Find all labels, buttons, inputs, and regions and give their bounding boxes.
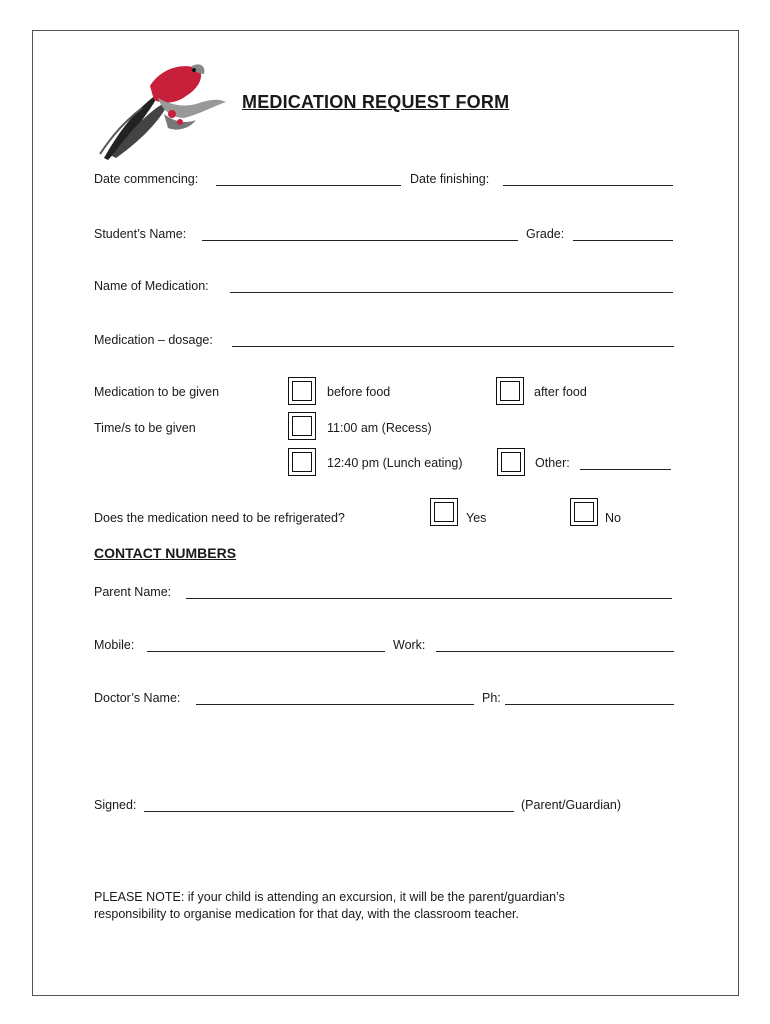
doctor-phone-field[interactable]: [505, 704, 674, 705]
parent-name-label: Parent Name:: [94, 585, 172, 599]
please-note-line-2: responsibility to organise medication for that day, with the classroom teacher.: [94, 907, 519, 921]
medication-dosage-label: Medication – dosage:: [94, 333, 213, 347]
signed-role: (Parent/Guardian): [521, 798, 622, 812]
lunch-checkbox[interactable]: [288, 448, 316, 476]
please-note-line-1: PLEASE NOTE: if your child is attending an excursion, it will be the parent/guardian’s: [94, 890, 565, 904]
doctor-name-label: Doctor’s Name:: [94, 691, 181, 705]
before-food-label: before food: [327, 385, 391, 399]
other-time-label: Other:: [535, 456, 570, 470]
date-finishing-field[interactable]: [503, 185, 673, 186]
refrigerated-no-label: No: [605, 511, 621, 525]
refrigerated-yes-label: Yes: [466, 511, 487, 525]
signature-field[interactable]: [144, 811, 514, 812]
student-name-label: Student’s Name:: [94, 227, 187, 241]
refrigerated-no-checkbox[interactable]: [570, 498, 598, 526]
after-food-label: after food: [534, 385, 587, 399]
contact-numbers-heading: CONTACT NUMBERS: [94, 545, 237, 561]
medication-given-label: Medication to be given: [94, 385, 220, 399]
refrigerated-question: Does the medication need to be refrigerated?: [94, 511, 345, 525]
date-finishing-label: Date finishing:: [410, 172, 490, 186]
medication-dosage-field[interactable]: [232, 346, 674, 347]
other-time-field[interactable]: [580, 469, 671, 470]
recess-label: 11:00 am (Recess): [327, 421, 432, 435]
other-time-checkbox[interactable]: [497, 448, 525, 476]
date-commencing-label: Date commencing:: [94, 172, 199, 186]
lunch-label: 12:40 pm (Lunch eating): [327, 456, 463, 470]
date-commencing-field[interactable]: [216, 185, 401, 186]
mobile-label: Mobile:: [94, 638, 135, 652]
after-food-checkbox[interactable]: [496, 377, 524, 405]
student-name-field[interactable]: [202, 240, 518, 241]
refrigerated-yes-checkbox[interactable]: [430, 498, 458, 526]
form-title: MEDICATION REQUEST FORM: [242, 92, 510, 112]
recess-checkbox[interactable]: [288, 412, 316, 440]
mobile-field[interactable]: [147, 651, 385, 652]
parent-name-field[interactable]: [186, 598, 672, 599]
work-field[interactable]: [436, 651, 674, 652]
doctor-phone-label: Ph:: [482, 691, 501, 705]
grade-label: Grade:: [526, 227, 565, 241]
grade-field[interactable]: [573, 240, 673, 241]
parrot-logo-icon: [92, 56, 232, 164]
before-food-checkbox[interactable]: [288, 377, 316, 405]
medication-name-field[interactable]: [230, 292, 673, 293]
signed-label: Signed:: [94, 798, 137, 812]
work-label: Work:: [393, 638, 426, 652]
times-given-label: Time/s to be given: [94, 421, 196, 435]
medication-name-label: Name of Medication:: [94, 279, 209, 293]
doctor-name-field[interactable]: [196, 704, 474, 705]
please-note: [94, 889, 664, 923]
